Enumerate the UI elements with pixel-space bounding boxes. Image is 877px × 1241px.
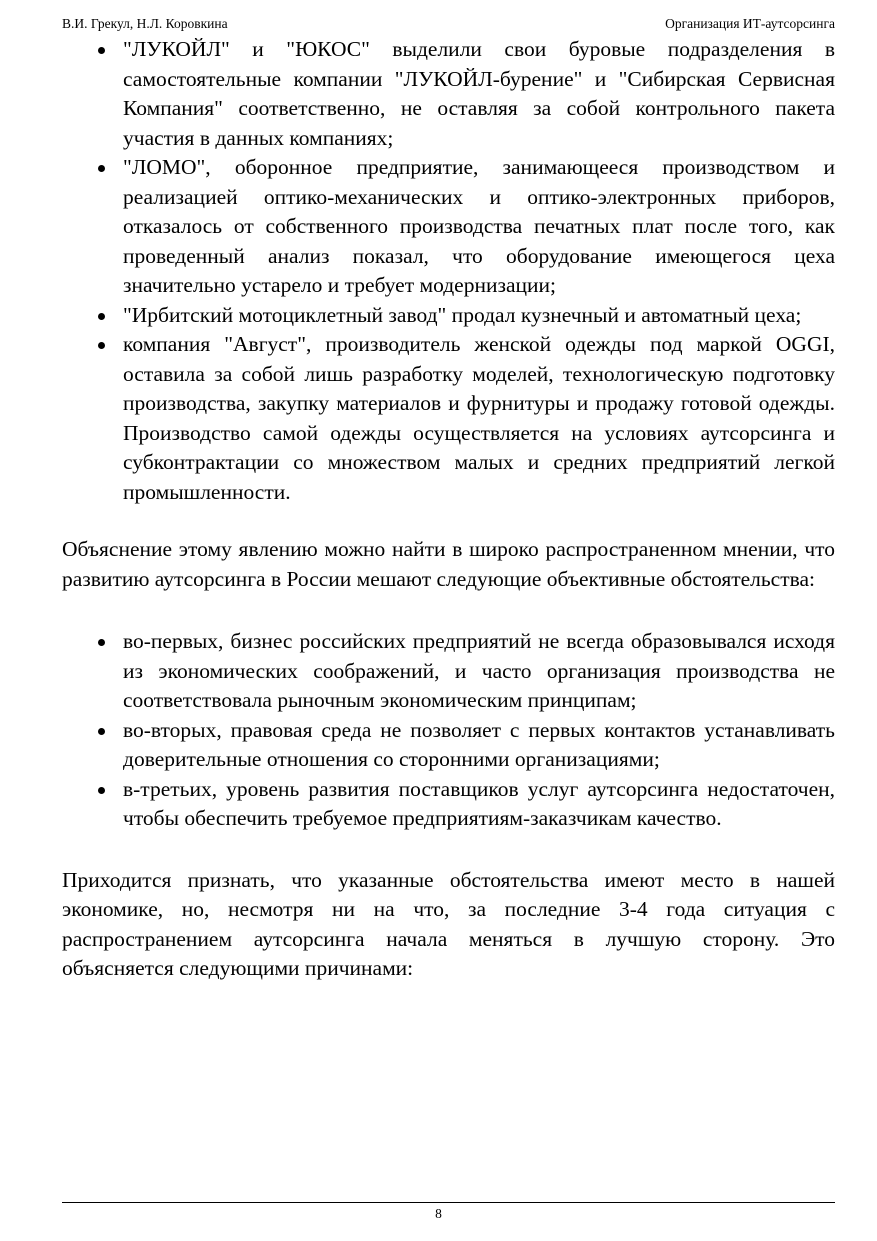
- obstacles-list: [62, 627, 835, 834]
- company-examples-list: [62, 35, 835, 507]
- list-item: во-вторых, правовая среда не позволяет с первых контактов устанавливать доверительные отношения со сторонними организациями;: [123, 716, 835, 775]
- paragraph-conclusion: Приходится признать, что указанные обстоятельства имеют место в нашей экономике, но, несмотря ни на что, за последние 3-4 года ситуация с распространением аутсорсинга начала меняться в лучшую сторону. Это объясняется следующими причинами:: [62, 867, 835, 980]
- list-item: "Ирбитский мотоциклетный завод" продал кузнечный и автоматный цеха;: [123, 301, 835, 331]
- page-header: [62, 14, 835, 34]
- page-content: [62, 35, 835, 984]
- list-item: "ЛУКОЙЛ" и "ЮКОС" выделили свои буровые подразделения в самостоятельные компании "ЛУКОЙЛ-бурение" и "Сибирская Сервисная Компания" соответственно, не оставляя за собой контрольного пакета участия в данных компаниях;: [123, 35, 835, 153]
- list-item: "ЛОМО", оборонное предприятие, занимающееся производством и реализацией оптико-механических и оптико-электронных приборов, отказалось от собственного производства печатных плат после того, как проведенный анализ показал, что оборудование имеющегося цеха значительно устарело и требует модернизации;: [123, 153, 835, 301]
- page-number: 8: [435, 1206, 442, 1221]
- list-item: во-первых, бизнес российских предприятий не всегда образовывался исходя из экономических соображений, и часто организация производства не соответствовала рыночным экономическим принципам;: [123, 627, 835, 716]
- list-item: в-третьих, уровень развития поставщиков услуг аутсорсинга недостаточен, чтобы обеспечить требуемое предприятиям-заказчикам качество.: [123, 775, 835, 834]
- list-item: компания "Август", производитель женской одежды под маркой OGGI, оставила за собой лишь разработку моделей, технологическую подготовку производства, закупку материалов и фурнитуры и продажу готовой одежды. Производство самой одежды осуществляется на условиях аутсорсинга и субконтрактации со множеством малых и средних предприятий легкой промышленности.: [123, 330, 835, 507]
- footer-divider: [62, 1202, 835, 1203]
- header-authors: В.И. Грекул, Н.Л. Коровкина: [62, 16, 228, 31]
- paragraph-explanation: Объяснение этому явлению можно найти в широко распространенном мнении, что развитию аутсорсинга в России мешают следующие объективные обстоятельства:: [62, 537, 835, 591]
- header-title: Организация ИТ-аутсорсинга: [665, 16, 835, 31]
